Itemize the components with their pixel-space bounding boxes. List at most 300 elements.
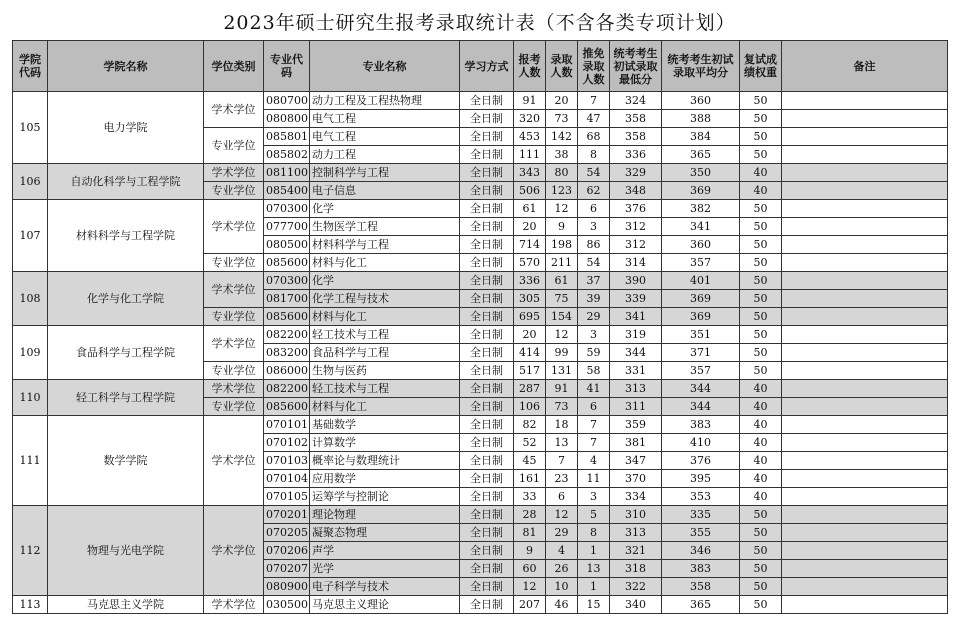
remarks-cell	[782, 434, 948, 452]
admitted-cell: 26	[546, 560, 578, 578]
study-mode-cell: 全日制	[460, 182, 514, 200]
major-name-cell: 计算数学	[310, 434, 460, 452]
table-row	[13, 596, 948, 614]
remarks-cell	[782, 290, 948, 308]
major-name-cell: 基础数学	[310, 416, 460, 434]
major-code-cell: 070300	[264, 200, 310, 218]
remarks-cell	[782, 110, 948, 128]
weight-cell: 50	[740, 560, 782, 578]
applicants-cell: 305	[514, 290, 546, 308]
table-row	[13, 506, 948, 524]
study-mode-cell: 全日制	[460, 380, 514, 398]
weight-cell: 50	[740, 326, 782, 344]
weight-cell: 50	[740, 362, 782, 380]
applicants-cell: 33	[514, 488, 546, 506]
school-code-cell: 109	[13, 326, 48, 380]
major-name-cell: 材料与化工	[310, 398, 460, 416]
avg-score-cell: 384	[662, 128, 740, 146]
exempt-cell: 41	[578, 380, 610, 398]
table-row	[13, 164, 948, 182]
weight-cell: 40	[740, 434, 782, 452]
major-code-cell: 086000	[264, 362, 310, 380]
major-code-cell: 070207	[264, 560, 310, 578]
applicants-cell: 336	[514, 272, 546, 290]
exempt-cell: 37	[578, 272, 610, 290]
major-code-cell: 080900	[264, 578, 310, 596]
major-code-cell: 080700	[264, 92, 310, 110]
avg-score-cell: 350	[662, 164, 740, 182]
applicants-cell: 453	[514, 128, 546, 146]
avg-score-cell: 369	[662, 290, 740, 308]
remarks-cell	[782, 380, 948, 398]
exempt-cell: 8	[578, 524, 610, 542]
applicants-cell: 20	[514, 218, 546, 236]
major-code-cell: 070104	[264, 470, 310, 488]
school-code-cell: 106	[13, 164, 48, 200]
page-title: 2023年硕士研究生报考录取统计表（不含各类专项计划）	[223, 12, 736, 34]
remarks-cell	[782, 344, 948, 362]
table-row	[13, 416, 948, 434]
min-score-cell: 347	[610, 452, 662, 470]
study-mode-cell: 全日制	[460, 92, 514, 110]
weight-cell: 50	[740, 506, 782, 524]
study-mode-cell: 全日制	[460, 236, 514, 254]
applicants-cell: 714	[514, 236, 546, 254]
major-name-cell: 食品科学与工程	[310, 344, 460, 362]
exempt-cell: 7	[578, 416, 610, 434]
major-name-cell: 生物与医药	[310, 362, 460, 380]
exempt-cell: 86	[578, 236, 610, 254]
study-mode-cell: 全日制	[460, 110, 514, 128]
applicants-cell: 207	[514, 596, 546, 614]
min-score-cell: 390	[610, 272, 662, 290]
remarks-cell	[782, 92, 948, 110]
school-code-cell: 110	[13, 380, 48, 416]
exempt-cell: 59	[578, 344, 610, 362]
applicants-cell: 9	[514, 542, 546, 560]
major-code-cell: 085600	[264, 398, 310, 416]
avg-score-cell: 365	[662, 146, 740, 164]
exempt-cell: 54	[578, 254, 610, 272]
admitted-cell: 29	[546, 524, 578, 542]
header-exempt: 推免录取人数	[578, 41, 610, 92]
study-mode-cell: 全日制	[460, 218, 514, 236]
min-score-cell: 381	[610, 434, 662, 452]
major-code-cell: 085600	[264, 308, 310, 326]
weight-cell: 50	[740, 200, 782, 218]
admitted-cell: 142	[546, 128, 578, 146]
study-mode-cell: 全日制	[460, 344, 514, 362]
applicants-cell: 28	[514, 506, 546, 524]
min-score-cell: 329	[610, 164, 662, 182]
remarks-cell	[782, 416, 948, 434]
major-code-cell: 082200	[264, 326, 310, 344]
major-name-cell: 凝聚态物理	[310, 524, 460, 542]
min-score-cell: 312	[610, 236, 662, 254]
weight-cell: 40	[740, 380, 782, 398]
major-name-cell: 应用数学	[310, 470, 460, 488]
major-code-cell: 030500	[264, 596, 310, 614]
study-mode-cell: 全日制	[460, 506, 514, 524]
major-code-cell: 070103	[264, 452, 310, 470]
exempt-cell: 8	[578, 146, 610, 164]
remarks-cell	[782, 362, 948, 380]
exempt-cell: 58	[578, 362, 610, 380]
admitted-cell: 75	[546, 290, 578, 308]
applicants-cell: 91	[514, 92, 546, 110]
remarks-cell	[782, 452, 948, 470]
min-score-cell: 336	[610, 146, 662, 164]
admitted-cell: 4	[546, 542, 578, 560]
major-name-cell: 马克思主义理论	[310, 596, 460, 614]
admitted-cell: 10	[546, 578, 578, 596]
admitted-cell: 91	[546, 380, 578, 398]
avg-score-cell: 344	[662, 398, 740, 416]
min-score-cell: 339	[610, 290, 662, 308]
applicants-cell: 60	[514, 560, 546, 578]
min-score-cell: 311	[610, 398, 662, 416]
exempt-cell: 4	[578, 452, 610, 470]
major-name-cell: 控制科学与工程	[310, 164, 460, 182]
degree-type-cell: 学术学位	[204, 200, 264, 254]
school-name-cell: 材料科学与工程学院	[48, 200, 204, 272]
study-mode-cell: 全日制	[460, 146, 514, 164]
avg-score-cell: 353	[662, 488, 740, 506]
admitted-cell: 99	[546, 344, 578, 362]
study-mode-cell: 全日制	[460, 542, 514, 560]
exempt-cell: 3	[578, 218, 610, 236]
admitted-cell: 61	[546, 272, 578, 290]
school-name-cell: 物理与光电学院	[48, 506, 204, 596]
remarks-cell	[782, 236, 948, 254]
applicants-cell: 106	[514, 398, 546, 416]
min-score-cell: 358	[610, 128, 662, 146]
major-name-cell: 化学	[310, 200, 460, 218]
admitted-cell: 7	[546, 452, 578, 470]
min-score-cell: 312	[610, 218, 662, 236]
school-code-cell: 108	[13, 272, 48, 326]
exempt-cell: 54	[578, 164, 610, 182]
header-major-name: 专业名称	[310, 41, 460, 92]
exempt-cell: 15	[578, 596, 610, 614]
applicants-cell: 517	[514, 362, 546, 380]
study-mode-cell: 全日制	[460, 290, 514, 308]
min-score-cell: 370	[610, 470, 662, 488]
avg-score-cell: 383	[662, 416, 740, 434]
school-code-cell: 112	[13, 506, 48, 596]
study-mode-cell: 全日制	[460, 452, 514, 470]
min-score-cell: 318	[610, 560, 662, 578]
applicants-cell: 111	[514, 146, 546, 164]
exempt-cell: 6	[578, 398, 610, 416]
min-score-cell: 321	[610, 542, 662, 560]
header-study-mode: 学习方式	[460, 41, 514, 92]
study-mode-cell: 全日制	[460, 578, 514, 596]
avg-score-cell: 358	[662, 578, 740, 596]
exempt-cell: 29	[578, 308, 610, 326]
major-name-cell: 化学工程与技术	[310, 290, 460, 308]
exempt-cell: 47	[578, 110, 610, 128]
major-code-cell: 085600	[264, 254, 310, 272]
admitted-cell: 9	[546, 218, 578, 236]
applicants-cell: 82	[514, 416, 546, 434]
school-name-cell: 化学与化工学院	[48, 272, 204, 326]
school-name-cell: 轻工科学与工程学院	[48, 380, 204, 416]
header-admitted: 录取人数	[546, 41, 578, 92]
min-score-cell: 348	[610, 182, 662, 200]
header-remarks: 备注	[782, 41, 948, 92]
degree-type-cell: 学术学位	[204, 164, 264, 182]
applicants-cell: 343	[514, 164, 546, 182]
admitted-cell: 12	[546, 200, 578, 218]
major-name-cell: 理论物理	[310, 506, 460, 524]
remarks-cell	[782, 200, 948, 218]
admitted-cell: 80	[546, 164, 578, 182]
remarks-cell	[782, 542, 948, 560]
avg-score-cell: 344	[662, 380, 740, 398]
exempt-cell: 6	[578, 200, 610, 218]
applicants-cell: 81	[514, 524, 546, 542]
study-mode-cell: 全日制	[460, 596, 514, 614]
weight-cell: 50	[740, 542, 782, 560]
min-score-cell: 359	[610, 416, 662, 434]
major-name-cell: 电子科学与技术	[310, 578, 460, 596]
header-weight: 复试成绩权重	[740, 41, 782, 92]
degree-type-cell: 专业学位	[204, 308, 264, 326]
admission-table	[12, 40, 948, 614]
major-code-cell: 085400	[264, 182, 310, 200]
major-name-cell: 动力工程及工程热物理	[310, 92, 460, 110]
min-score-cell: 358	[610, 110, 662, 128]
exempt-cell: 7	[578, 434, 610, 452]
avg-score-cell: 371	[662, 344, 740, 362]
major-code-cell: 083200	[264, 344, 310, 362]
major-name-cell: 光学	[310, 560, 460, 578]
major-code-cell: 077700	[264, 218, 310, 236]
header-min-score: 统考考生初试录取最低分	[610, 41, 662, 92]
avg-score-cell: 410	[662, 434, 740, 452]
degree-type-cell: 专业学位	[204, 254, 264, 272]
exempt-cell: 62	[578, 182, 610, 200]
exempt-cell: 3	[578, 326, 610, 344]
study-mode-cell: 全日制	[460, 434, 514, 452]
degree-type-cell: 学术学位	[204, 326, 264, 362]
degree-type-cell: 专业学位	[204, 362, 264, 380]
avg-score-cell: 376	[662, 452, 740, 470]
exempt-cell: 7	[578, 92, 610, 110]
remarks-cell	[782, 596, 948, 614]
min-score-cell: 313	[610, 524, 662, 542]
major-name-cell: 化学	[310, 272, 460, 290]
table-row	[13, 92, 948, 110]
applicants-cell: 287	[514, 380, 546, 398]
weight-cell: 50	[740, 218, 782, 236]
study-mode-cell: 全日制	[460, 416, 514, 434]
exempt-cell: 5	[578, 506, 610, 524]
study-mode-cell: 全日制	[460, 272, 514, 290]
major-name-cell: 电子信息	[310, 182, 460, 200]
weight-cell: 50	[740, 92, 782, 110]
major-name-cell: 轻工技术与工程	[310, 380, 460, 398]
major-code-cell: 081100	[264, 164, 310, 182]
school-code-cell: 113	[13, 596, 48, 614]
major-code-cell: 070206	[264, 542, 310, 560]
header-row	[13, 41, 948, 92]
degree-type-cell: 专业学位	[204, 398, 264, 416]
admitted-cell: 198	[546, 236, 578, 254]
header-major-code: 专业代码	[264, 41, 310, 92]
exempt-cell: 68	[578, 128, 610, 146]
avg-score-cell: 355	[662, 524, 740, 542]
major-name-cell: 电气工程	[310, 110, 460, 128]
min-score-cell: 319	[610, 326, 662, 344]
weight-cell: 50	[740, 254, 782, 272]
admitted-cell: 211	[546, 254, 578, 272]
major-code-cell: 080800	[264, 110, 310, 128]
school-code-cell: 107	[13, 200, 48, 272]
min-score-cell: 314	[610, 254, 662, 272]
weight-cell: 40	[740, 452, 782, 470]
degree-type-cell: 学术学位	[204, 380, 264, 398]
weight-cell: 50	[740, 290, 782, 308]
major-name-cell: 动力工程	[310, 146, 460, 164]
remarks-cell	[782, 218, 948, 236]
degree-type-cell: 学术学位	[204, 92, 264, 128]
exempt-cell: 1	[578, 542, 610, 560]
remarks-cell	[782, 578, 948, 596]
major-code-cell: 070102	[264, 434, 310, 452]
applicants-cell: 45	[514, 452, 546, 470]
major-name-cell: 轻工技术与工程	[310, 326, 460, 344]
degree-type-cell: 学术学位	[204, 596, 264, 614]
admitted-cell: 20	[546, 92, 578, 110]
applicants-cell: 12	[514, 578, 546, 596]
degree-type-cell: 学术学位	[204, 506, 264, 596]
major-name-cell: 材料与化工	[310, 254, 460, 272]
avg-score-cell: 360	[662, 92, 740, 110]
remarks-cell	[782, 488, 948, 506]
applicants-cell: 506	[514, 182, 546, 200]
school-name-cell: 电力学院	[48, 92, 204, 164]
remarks-cell	[782, 254, 948, 272]
applicants-cell: 52	[514, 434, 546, 452]
avg-score-cell: 351	[662, 326, 740, 344]
remarks-cell	[782, 506, 948, 524]
weight-cell: 50	[740, 110, 782, 128]
major-code-cell: 081700	[264, 290, 310, 308]
remarks-cell	[782, 182, 948, 200]
admitted-cell: 73	[546, 110, 578, 128]
school-code-cell: 105	[13, 92, 48, 164]
table-body	[13, 92, 948, 614]
major-name-cell: 运筹学与控制论	[310, 488, 460, 506]
avg-score-cell: 357	[662, 254, 740, 272]
exempt-cell: 39	[578, 290, 610, 308]
min-score-cell: 331	[610, 362, 662, 380]
min-score-cell: 322	[610, 578, 662, 596]
admitted-cell: 6	[546, 488, 578, 506]
admitted-cell: 131	[546, 362, 578, 380]
avg-score-cell: 369	[662, 182, 740, 200]
major-name-cell: 概率论与数理统计	[310, 452, 460, 470]
major-code-cell: 082200	[264, 380, 310, 398]
avg-score-cell: 360	[662, 236, 740, 254]
header-applicants: 报考人数	[514, 41, 546, 92]
applicants-cell: 61	[514, 200, 546, 218]
major-name-cell: 材料科学与工程	[310, 236, 460, 254]
degree-type-cell: 专业学位	[204, 182, 264, 200]
exempt-cell: 1	[578, 578, 610, 596]
study-mode-cell: 全日制	[460, 164, 514, 182]
remarks-cell	[782, 326, 948, 344]
avg-score-cell: 335	[662, 506, 740, 524]
degree-type-cell: 学术学位	[204, 416, 264, 506]
header-school-code: 学院代码	[13, 41, 48, 92]
study-mode-cell: 全日制	[460, 488, 514, 506]
weight-cell: 50	[740, 344, 782, 362]
study-mode-cell: 全日制	[460, 398, 514, 416]
exempt-cell: 13	[578, 560, 610, 578]
table-row	[13, 380, 948, 398]
min-score-cell: 310	[610, 506, 662, 524]
admitted-cell: 18	[546, 416, 578, 434]
weight-cell: 40	[740, 416, 782, 434]
study-mode-cell: 全日制	[460, 308, 514, 326]
header-avg-score: 统考考生初试录取平均分	[662, 41, 740, 92]
weight-cell: 40	[740, 470, 782, 488]
study-mode-cell: 全日制	[460, 560, 514, 578]
weight-cell: 50	[740, 146, 782, 164]
table-row	[13, 272, 948, 290]
admitted-cell: 123	[546, 182, 578, 200]
avg-score-cell: 341	[662, 218, 740, 236]
remarks-cell	[782, 560, 948, 578]
applicants-cell: 20	[514, 326, 546, 344]
avg-score-cell: 346	[662, 542, 740, 560]
school-code-cell: 111	[13, 416, 48, 506]
header-school-name: 学院名称	[48, 41, 204, 92]
major-name-cell: 材料与化工	[310, 308, 460, 326]
school-name-cell: 数学学院	[48, 416, 204, 506]
weight-cell: 50	[740, 524, 782, 542]
major-code-cell: 085801	[264, 128, 310, 146]
table-row	[13, 200, 948, 218]
min-score-cell: 376	[610, 200, 662, 218]
major-code-cell: 070300	[264, 272, 310, 290]
major-code-cell: 070201	[264, 506, 310, 524]
admitted-cell: 73	[546, 398, 578, 416]
weight-cell: 50	[740, 596, 782, 614]
min-score-cell: 324	[610, 92, 662, 110]
major-code-cell: 070205	[264, 524, 310, 542]
study-mode-cell: 全日制	[460, 362, 514, 380]
admitted-cell: 154	[546, 308, 578, 326]
weight-cell: 50	[740, 308, 782, 326]
weight-cell: 40	[740, 182, 782, 200]
major-name-cell: 生物医学工程	[310, 218, 460, 236]
weight-cell: 50	[740, 272, 782, 290]
major-code-cell: 070101	[264, 416, 310, 434]
weight-cell: 40	[740, 488, 782, 506]
major-code-cell: 070105	[264, 488, 310, 506]
applicants-cell: 320	[514, 110, 546, 128]
admitted-cell: 38	[546, 146, 578, 164]
admitted-cell: 12	[546, 326, 578, 344]
weight-cell: 50	[740, 128, 782, 146]
remarks-cell	[782, 398, 948, 416]
school-name-cell: 自动化科学与工程学院	[48, 164, 204, 200]
avg-score-cell: 365	[662, 596, 740, 614]
